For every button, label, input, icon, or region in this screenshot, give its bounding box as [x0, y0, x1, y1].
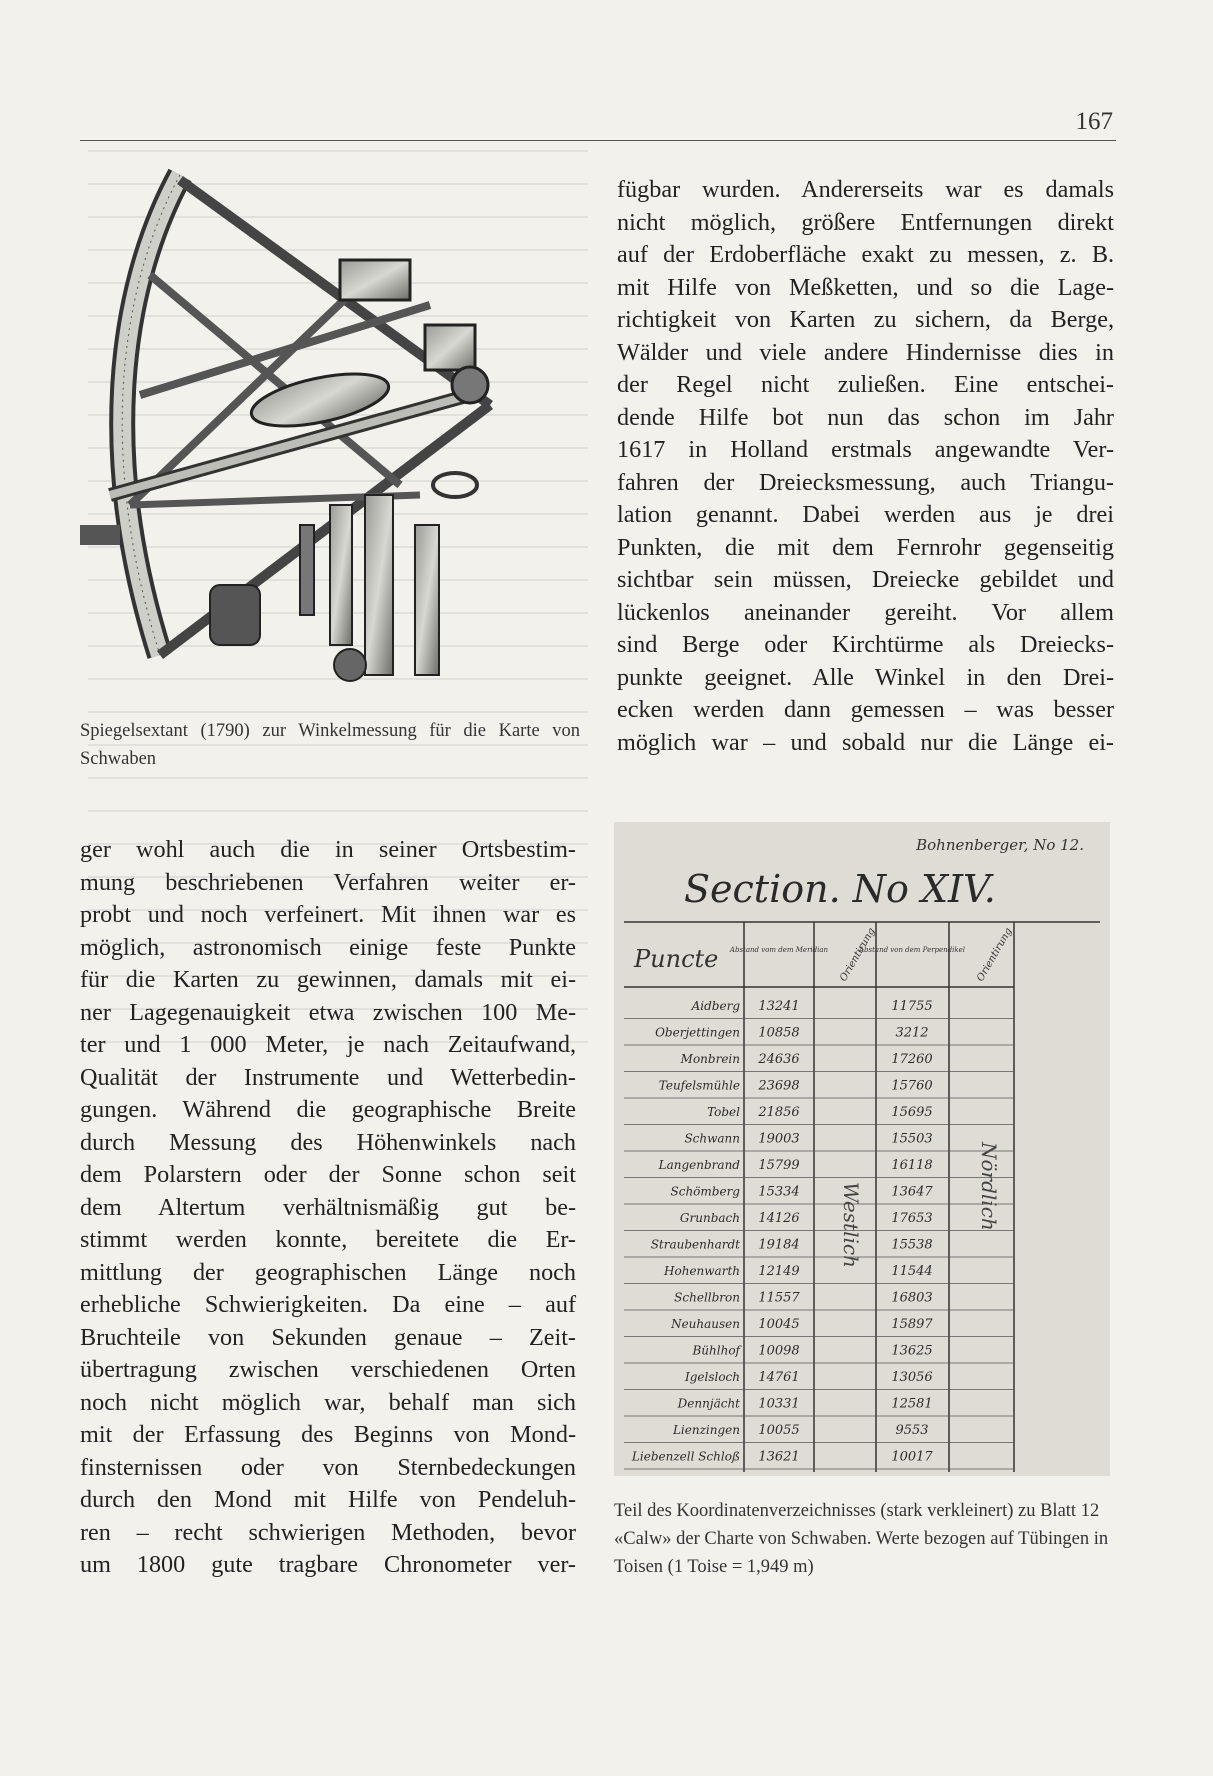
table-cell-perpendikel: 13625: [891, 1343, 933, 1359]
table-cell-perpendikel: 15760: [891, 1078, 933, 1094]
table-cell-name: Neuhausen: [671, 1317, 740, 1331]
text-line: probt und noch verfeinert. Mit ihnen war es: [80, 901, 576, 928]
text-line: für die Karten zu gewinnen, damals mit ei-: [80, 966, 576, 993]
table-cell-meridian: 13621: [758, 1449, 800, 1465]
text-line: finsternissen oder von Sternbedeckungen: [80, 1453, 576, 1481]
text-line: möglich, astronomisch einige feste Punkte: [80, 933, 576, 961]
side-label-north: Nördlich: [977, 1142, 1001, 1231]
text-line: sind Berge oder Kirchtürme als Dreiecks-: [617, 631, 1114, 658]
text-line: ren – recht schwierigen Methoden, bevor: [80, 1518, 576, 1546]
text-line: sichtbar sein müssen, Dreiecke gebildet und: [617, 566, 1114, 593]
table-cell-meridian: 15799: [758, 1158, 800, 1173]
text-line: lückenlos aneinander gereiht. Vor allem: [617, 598, 1114, 626]
text-line: ter und 1 000 Meter, je nach Zeitaufwand,: [80, 1031, 576, 1058]
text-line: dem Altertum verhältnismäßig gut be-: [80, 1193, 576, 1221]
table-cell-meridian: 10331: [758, 1396, 800, 1412]
table-cell-name: Schellbron: [674, 1290, 740, 1305]
text-line: mit der Erfassung des Beginns von Mond-: [80, 1421, 576, 1448]
text-line: nicht möglich, größere Entfernungen direkt: [617, 208, 1114, 236]
table-cell-name: Straubenhardt: [650, 1237, 740, 1252]
table-cell-meridian: 24636: [758, 1052, 800, 1067]
table-cell-meridian: 14126: [758, 1211, 800, 1226]
side-label-west: Westlich: [839, 1182, 863, 1268]
table-cell-meridian: 19003: [758, 1131, 800, 1147]
table-cell-name: Teufelsmühle: [658, 1078, 740, 1093]
table-cell-perpendikel: 17653: [891, 1211, 933, 1226]
col-header-perpendikel: Abstand von dem Perpendikel: [858, 946, 966, 954]
table-cell-perpendikel: 15897: [891, 1317, 933, 1332]
table-cell-name: Hohenwarth: [664, 1264, 740, 1278]
col-header-orientierung-2: Orientirung: [975, 926, 1015, 984]
text-line: richtigkeit von Karten zu sichern, da Berge,: [617, 306, 1114, 333]
page-number: 167: [1075, 108, 1113, 135]
table-cell-name: Lienzingen: [672, 1423, 740, 1437]
table-cell-perpendikel: 10017: [891, 1449, 933, 1465]
table-cell-name: Grunbach: [679, 1211, 740, 1225]
table-cell-perpendikel: 17260: [891, 1052, 933, 1067]
table-heading: Section. No XIV.: [684, 867, 996, 911]
table-cell-name: Igelsloch: [684, 1370, 740, 1384]
table-cell-meridian: 13241: [758, 999, 800, 1014]
text-line: fügbar wurden. Andererseits war es damals: [617, 176, 1114, 203]
table-cell-meridian: 10098: [758, 1343, 800, 1359]
table-cell-perpendikel: 11544: [891, 1264, 933, 1279]
table-cell-perpendikel: 15538: [891, 1237, 933, 1253]
table-cell-name: Schwann: [684, 1131, 740, 1146]
table-cell-name: Monbrein: [680, 1052, 740, 1066]
table-cell-name: Tobel: [707, 1105, 740, 1119]
table-cell-meridian: 10045: [758, 1317, 800, 1332]
figure-caption-sextant: Spiegelsextant (1790) zur Winkelmessung für die Karte von Schwaben: [80, 721, 580, 769]
text-line: der Regel nicht zuließen. Eine entschei-: [617, 371, 1114, 398]
right-text-column: [617, 174, 1114, 759]
table-cell-meridian: 10858: [758, 1025, 800, 1041]
col-header-meridian: Abstand vom dem Meridian: [729, 946, 829, 954]
table-cell-meridian: 14761: [758, 1370, 800, 1385]
text-line: um 1800 gute tragbare Chronometer ver-: [80, 1551, 576, 1578]
table-cell-meridian: 11557: [758, 1290, 800, 1306]
table-cell-meridian: 12149: [758, 1264, 800, 1279]
text-line: fahren der Dreiecksmessung, auch Triangu-: [617, 468, 1114, 496]
text-line: übertragung zwischen verschiedenen Orten: [80, 1356, 576, 1383]
figure-caption-table: Teil des Koordinatenverzeichnisses (stark verkleinert) zu Blatt 12 «Calw» der Charte von Schwaben. Werte bezogen auf Tübingen in Toisen (1 Toise = 1,949 m): [614, 1501, 1109, 1577]
text-line: durch Messung des Höhenwinkels nach: [80, 1128, 576, 1156]
table-cell-name: Schömberg: [670, 1184, 740, 1199]
text-line: punkte geeignet. Alle Winkel in den Drei-: [617, 663, 1114, 691]
table-cell-name: Bühlhof: [692, 1343, 740, 1358]
text-line: Wälder und viele andere Hindernisse dies in: [617, 338, 1114, 366]
text-line: ner Lagegenauigkeit etwa zwischen 100 Me-: [80, 998, 576, 1026]
table-cell-perpendikel: 11755: [891, 999, 933, 1014]
table-cell-perpendikel: 3212: [895, 1025, 929, 1041]
text-line: noch nicht möglich war, behalf man sich: [80, 1388, 576, 1416]
header-rule: [80, 140, 1116, 141]
text-line: mung beschriebenen Verfahren weiter er-: [80, 868, 576, 896]
text-line: stimmt werden konnte, bereitete die Er-: [80, 1226, 576, 1253]
text-line: mit Hilfe von Meßketten, und so die Lage-: [617, 273, 1114, 301]
text-line: Qualität der Instrumente und Wetterbedin-: [80, 1063, 576, 1091]
table-cell-perpendikel: 16803: [891, 1290, 933, 1306]
table-cell-name: Aidberg: [691, 999, 740, 1013]
table-cell-name: Langenbrand: [658, 1158, 740, 1172]
text-line: mittlung der geographischen Länge noch: [80, 1258, 576, 1286]
text-line: 1617 in Holland erstmals angewandte Ver-: [617, 436, 1114, 463]
table-cell-perpendikel: 12581: [891, 1396, 933, 1412]
table-cell-perpendikel: 15695: [891, 1105, 933, 1120]
table-cell-name: Liebenzell Schloß: [631, 1449, 740, 1464]
table-signature: Bohnenberger, No 12.: [916, 836, 1084, 854]
table-cell-meridian: 23698: [758, 1078, 800, 1094]
text-line: lation genannt. Dabei werden aus je drei: [617, 501, 1114, 528]
coordinate-table-image: [614, 822, 1110, 1476]
text-line: Bruchteile von Sekunden genaue – Zeit-: [80, 1323, 576, 1351]
text-line: durch den Mond mit Hilfe von Pendeluh-: [80, 1486, 576, 1513]
table-cell-name: Oberjettingen: [655, 1025, 740, 1040]
table-cell-meridian: 19184: [758, 1237, 800, 1253]
text-line: gungen. Während die geographische Breite: [80, 1096, 576, 1123]
sextant-illustration: [70, 165, 570, 705]
table-cell-perpendikel: 13056: [891, 1370, 933, 1385]
table-cell-meridian: 15334: [758, 1184, 800, 1200]
coordinate-table-drawing: [614, 822, 1110, 1476]
text-line: ger wohl auch die in seiner Ortsbestim-: [80, 836, 576, 863]
table-cell-perpendikel: 16118: [891, 1158, 933, 1173]
table-cell-name: Dennjächt: [677, 1396, 740, 1411]
text-line: dem Polarstern oder der Sonne schon seit: [80, 1161, 576, 1188]
table-cell-perpendikel: 9553: [895, 1423, 929, 1438]
text-line: möglich war – und sobald nur die Länge ei-: [617, 728, 1114, 756]
table-cell-meridian: 10055: [758, 1423, 800, 1438]
table-cell-perpendikel: 13647: [891, 1184, 933, 1200]
col-header-punkte: Puncte: [634, 945, 719, 973]
text-line: ecken werden dann gemessen – was besser: [617, 696, 1114, 723]
table-cell-perpendikel: 15503: [891, 1131, 933, 1147]
left-text-column: [80, 834, 576, 1582]
text-line: dende Hilfe bot nun das schon im Jahr: [617, 403, 1114, 431]
text-line: erhebliche Schwierigkeiten. Da eine – auf: [80, 1291, 576, 1318]
text-line: Punkten, die mit dem Fernrohr gegenseitig: [617, 533, 1114, 561]
col-header-orientierung-1: Orientirung: [838, 926, 878, 984]
table-cell-meridian: 21856: [758, 1105, 800, 1120]
text-line: auf der Erdoberfläche exakt zu messen, z. B.: [617, 241, 1114, 268]
